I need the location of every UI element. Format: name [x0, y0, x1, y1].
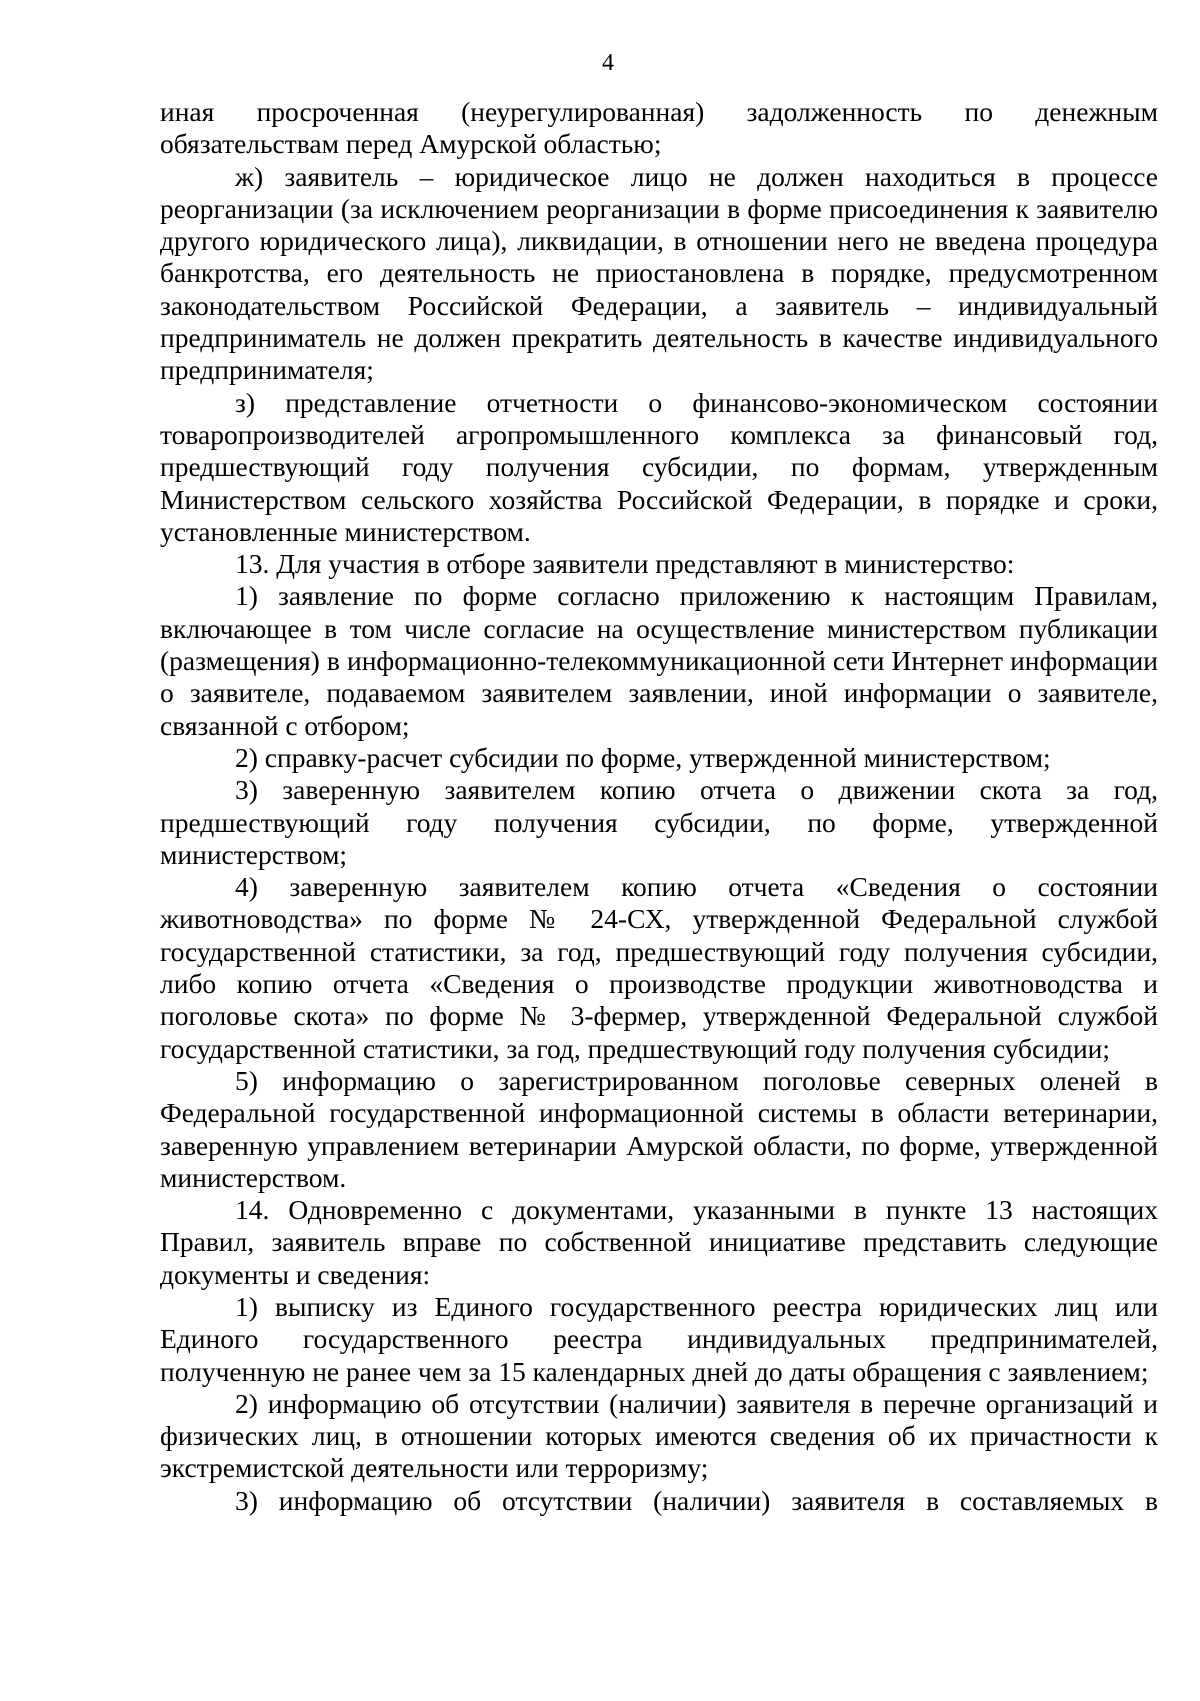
paragraph-13-item-4: 4) заверенную заявителем копию отчета «Сведения о состоянии животноводства» по форме № 24-СХ, утвержденной Федеральной службой государственной статистики, за год, предшествующий году получения субсидии, либо копию отчета «Сведения о производстве продукции животноводства и поголовье скота» по форме № 3-фермер, утвержденной Федеральной службой государственной статистики, за год, предшествующий году получения субсидии; [160, 871, 1158, 1064]
paragraph-13-item-1: 1) заявление по форме согласно приложению к настоящим Правилам, включающее в том числе согласие на осуществление министерством публикации (размещения) в информационно-телекоммуникационной сети Интернет информации о заявителе, подаваемом заявителем заявлении, иной информации о заявителе, связанной с отбором; [160, 580, 1158, 741]
paragraph-continuation-debt: иная просроченная (неурегулированная) задолженность по денежным обязательствам перед Амурской областью; [160, 96, 1158, 160]
page-number: 4 [602, 50, 614, 76]
paragraph-14-item-3: 3) информацию об отсутствии (наличии) заявителя в составляемых в [235, 1484, 1158, 1516]
paragraph-13-item-2: 2) справку-расчет субсидии по форме, утвержденной министерством; [235, 741, 1051, 773]
paragraph-14-item-1: 1) выписку из Единого государственного реестра юридических лиц или Единого государственного реестра индивидуальных предпринимателей, полученную не ранее чем за 15 календарных дней до даты обращения с заявлением; [160, 1290, 1158, 1387]
paragraph-item-zh: ж) заявитель – юридическое лицо не должен находиться в процессе реорганизации (за исключением реорганизации в форме присоединения к заявителю другого юридического лица), ликвидации, в отношении него не введена процедура банкротства, его деятельность не приостановлена в порядке, предусмотренном законодательством Российской Федерации, а заявитель – индивидуальный предприниматель не должен прекратить деятельность в качестве индивидуального предпринимателя; [160, 160, 1158, 386]
paragraph-clause-13: 13. Для участия в отборе заявители представляют в министерство: [235, 548, 1015, 580]
paragraph-13-item-5: 5) информацию о зарегистрированном поголовье северных оленей в Федеральной государственной информационной системы в области ветеринарии, заверенную управлением ветеринарии Амурской области, по форме, утвержденной министерством. [160, 1064, 1158, 1193]
document-body [160, 96, 1158, 1517]
paragraph-item-z: з) представление отчетности о финансово-экономическом состоянии товаропроизводителей агропромышленного комплекса за финансовый год, предшествующий году получения субсидии, по формам, утвержденным Министерством сельского хозяйства Российской Федерации, в порядке и сроки, установленные министерством. [160, 386, 1158, 547]
paragraph-13-item-3: 3) заверенную заявителем копию отчета о движении скота за год, предшествующий году получения субсидии, по форме, утвержденной министерством; [160, 774, 1158, 870]
paragraph-clause-14: 14. Одновременно с документами, указанными в пункте 13 настоящих Правил, заявитель вправе по собственной инициативе представить следующие документы и сведения: [160, 1194, 1158, 1290]
paragraph-14-item-2: 2) информацию об отсутствии (наличии) заявителя в перечне организаций и физических лиц, в отношении которых имеются сведения об их причастности к экстремистской деятельности или терроризму; [160, 1387, 1158, 1484]
